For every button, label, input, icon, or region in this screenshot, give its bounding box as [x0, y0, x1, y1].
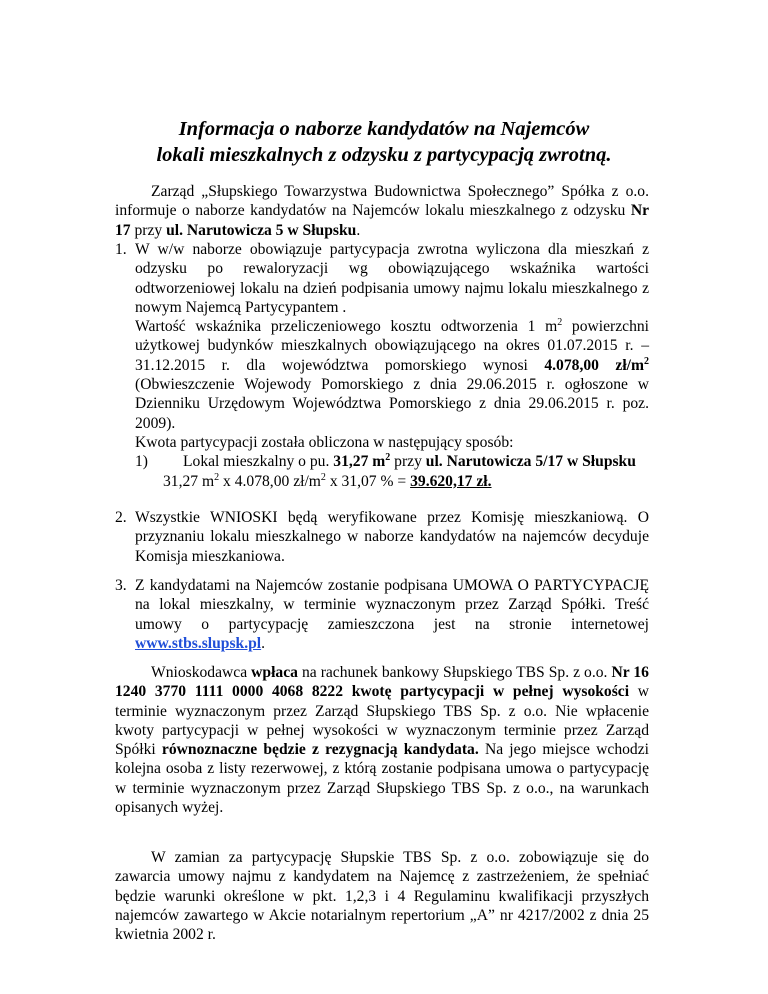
intro-number: Nr 17: [115, 202, 649, 239]
page-title: [0, 116, 768, 168]
payment-paragraph: Wnioskodawca wpłaca na rachunek bankowy Słupskiego TBS Sp. z o.o. Nr 16 1240 3770 1111 0000 4068 8222 kwotę partycypacji w pełnej wysokości w terminie wyznaczonym przez Zarząd Słupskiego TBS Sp. z o.o. Nie wpłacenie kwoty partycypacji w pełnej wysokości w wyznaczonym terminie przez Zarząd Spółki równoznaczne będzie z rezygnacją kandydata. Na jego miejsce wchodzi kolejna osoba z listy rezerwowej, z którą zostanie podpisana umowa o partycypację w terminie wyznaczonym przez Zarząd Słupskiego TBS Sp. z o.o., na warunkach opisanych wyżej.: [115, 664, 649, 817]
numbered-list-item-3: [115, 576, 649, 653]
resignation-notice: równoznaczne będzie z rezygnacją kandydata.: [161, 741, 479, 759]
item-1-text-c: Kwota partycypacji została obliczona w następujący sposób:: [135, 433, 514, 451]
item-3-text: Z kandydatami na Najemców zostanie podpisana UMOWA O PARTYCYPACJĘ na lokal mieszkalny, w terminie wyznaczonym przez Zarząd Spółki. Treść umowy o partycypację zamieszczona jest na stronie internetowej www.stbs.slupsk.pl.: [135, 577, 649, 652]
intro-text: Zarząd „Słupskiego Towarzystwa Budownictwa Społecznego” Spółka z o.o. informuje o naborze kandydatów na Najemców lokalu mieszkalnego z odzysku: [115, 183, 649, 220]
intro-street: ul. Narutowicza 5 w Słupsku: [166, 221, 357, 239]
numbered-list-item-2: [115, 508, 649, 566]
item-1-text-b: Wartość wskaźnika przeliczeniowego kosztu odtworzenia 1 $m^2$ powierzchni użytkowej budynków mieszkalnych obowiązującego na okres 01.07.2015 r. – 31.12.2015 r. dla województwa pomorskiego wynosi 4.078,00 $zł/m^2$ (Obwieszczenie Wojewody Pomorskiego z dnia 29.06.2015 r. ogłoszone w Dzienniku Urzędowym Województwa Pomorskiego z dnia 29.06.2015 r. poz. 2009).: [135, 317, 649, 432]
item-number: 1.: [115, 241, 127, 258]
website-link[interactable]: www.stbs.slupsk.pl: [135, 634, 262, 652]
intro-paragraph: [115, 182, 649, 240]
bank-account-info: Nr 16 1240 3770 1111 0000 4068 8222 kwotę partycypacji w pełnej wysokości: [115, 664, 649, 701]
closing-paragraph: [115, 848, 649, 944]
calculation-line: 31,27 $m^2$ x 4.078,00 $zł/m^2$ x 31,07 % = 39.620,17 zł.: [163, 471, 492, 490]
item-number: 2.: [115, 509, 127, 526]
list-item: [115, 508, 649, 566]
numbered-list-item-1: [115, 240, 649, 491]
calculation-result: 39.620,17 zł.: [410, 472, 492, 490]
title-line-2: lokali mieszkalnych z odzysku z partycypacją zwrotną.: [156, 144, 612, 166]
item-number: 3.: [115, 577, 127, 594]
list-item: [115, 576, 649, 653]
sub-item-address: ul. Narutowicza 5/17 w Słupsku: [425, 453, 636, 471]
closing-text: W zamian za partycypację Słupskie TBS Sp. z o.o. zobowiązuje się do zawarcia umowy najmu z kandydatem na Najemcę z zastrzeżeniem, że spełniać będzie warunki określone w pkt. 1,2,3 i 4 Regulaminu kwalifikacji przyszłych najemców zawartego w Akcie notarialnym repertorium „A” nr 4217/2002 z dnia 25 kwietnia 2002 r.: [115, 849, 649, 944]
list-item: [115, 240, 649, 491]
sub-item: 1) Lokal mieszkalny o pu. 31,27 $m^2$ przy ul. Narutowicza 5/17 w Słupsku: [135, 452, 636, 471]
title-line-1: Informacja o naborze kandydatów na Najemców: [178, 118, 590, 140]
item-2-text: Wszystkie WNIOSKI będą weryfikowane przez Komisję mieszkaniową. O przyznaniu lokalu mieszkalnego w naborze kandydatów na najemców decyduje Komisja mieszkaniowa.: [135, 509, 649, 565]
sub-item-number: 1): [135, 453, 148, 471]
intro-text-3: .: [356, 221, 361, 239]
intro-text-2: przy: [130, 221, 167, 239]
payment-verb: wpłaca: [251, 664, 298, 681]
item-1-text-a: W w/w naborze obowiązuje partycypacja zwrotna wyliczona dla mieszkań z odzysku po rewaloryzacji wg obowiązującego wskaźnika wartości odtworzeniowej lokalu na dzień podpisania umowy najmu lokalu mieszkalnego z nowym Najemcą Partycypantem .: [135, 241, 649, 316]
